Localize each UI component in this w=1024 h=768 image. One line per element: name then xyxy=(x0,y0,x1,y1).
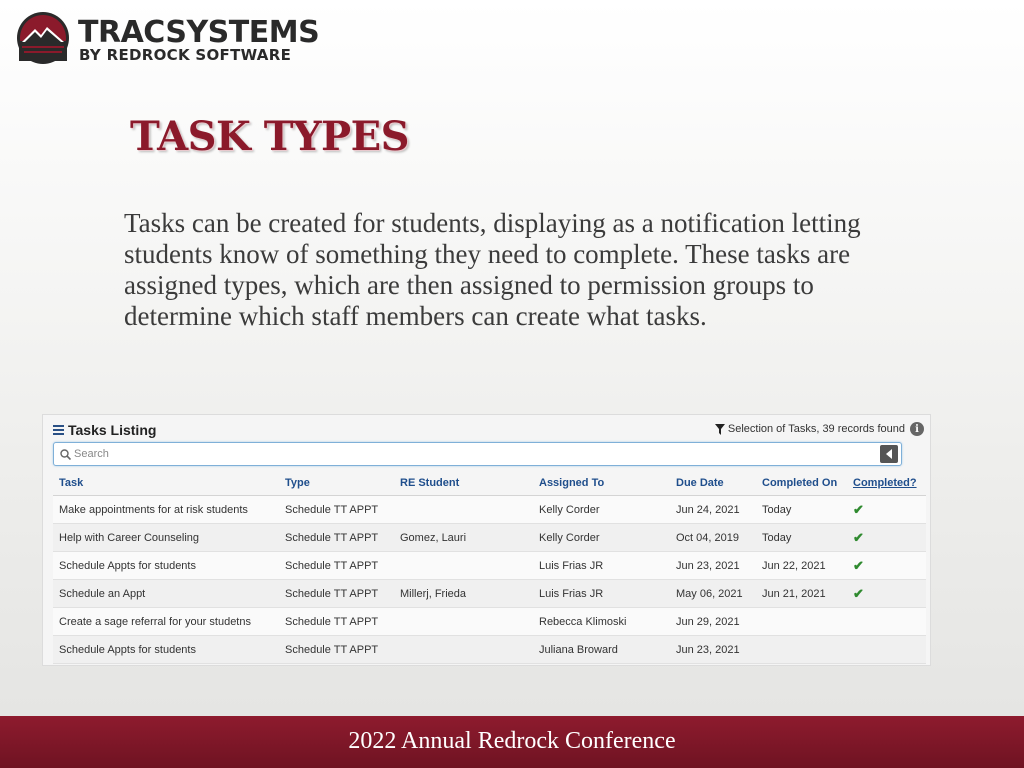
logo-brand-name: TRACSYSTEMS xyxy=(78,15,320,50)
cell-due-date: Jun 23, 2021 xyxy=(670,636,756,664)
cell-assigned-to: Rebecca Klimoski xyxy=(533,608,670,636)
cell-due-date: Jun 24, 2021 xyxy=(670,496,756,524)
cell-re-student: Gomez, Lauri xyxy=(394,524,533,552)
cell-completed xyxy=(847,580,926,608)
cell-type: Schedule TT APPT xyxy=(279,608,394,636)
selection-summary xyxy=(715,422,924,436)
table-row[interactable] xyxy=(53,524,926,552)
cell-re-student xyxy=(394,496,533,524)
cell-completed xyxy=(847,636,926,664)
cell-due-date: Jun 23, 2021 xyxy=(670,552,756,580)
table-row[interactable] xyxy=(53,608,926,636)
cell-completed xyxy=(847,608,926,636)
mountain-badge-icon xyxy=(16,11,70,65)
cell-assigned-to: Luis Frias JR xyxy=(533,552,670,580)
table-row[interactable] xyxy=(53,580,926,608)
checkmark-icon: ✔ xyxy=(853,501,864,517)
cell-assigned-to: Luis Frias JR xyxy=(533,580,670,608)
cell-completed-on xyxy=(756,608,847,636)
checkmark-icon: ✔ xyxy=(853,585,864,601)
cell-type: Schedule TT APPT xyxy=(279,496,394,524)
table-row[interactable] xyxy=(53,552,926,580)
slide-body-text: Tasks can be created for students, displaying as a notification letting students know of something they need to complete. These tasks are assigned types, which are then assigned to permission groups to determine which staff members can create what tasks. xyxy=(124,208,861,331)
cell-type: Schedule TT APPT xyxy=(279,552,394,580)
cell-completed-on: Today xyxy=(756,524,847,552)
cell-re-student xyxy=(394,552,533,580)
chevron-left-icon xyxy=(885,449,893,459)
cell-task: Schedule an Appt xyxy=(53,580,279,608)
filter-icon[interactable] xyxy=(715,424,725,435)
selection-text: Selection of Tasks, 39 records found xyxy=(727,423,905,435)
column-header-completed[interactable]: Completed? xyxy=(847,471,926,496)
logo-tagline: BY REDROCK SOFTWARE xyxy=(79,46,292,64)
search-input[interactable] xyxy=(74,444,854,464)
cell-task: Schedule Appts for students xyxy=(53,552,279,580)
search-box xyxy=(53,442,902,466)
info-icon[interactable]: i xyxy=(910,422,924,436)
tasks-table xyxy=(53,471,926,664)
cell-assigned-to: Kelly Corder xyxy=(533,496,670,524)
column-header-type[interactable]: Type xyxy=(279,471,394,496)
cell-completed-on: Jun 21, 2021 xyxy=(756,580,847,608)
column-header-completed-on[interactable]: Completed On xyxy=(756,471,847,496)
cell-completed-on: Today xyxy=(756,496,847,524)
hamburger-icon[interactable] xyxy=(53,425,64,434)
cell-assigned-to: Kelly Corder xyxy=(533,524,670,552)
tasks-listing-panel xyxy=(42,414,931,666)
cell-re-student xyxy=(394,608,533,636)
search-icon xyxy=(60,449,71,460)
column-header-task[interactable]: Task xyxy=(53,471,279,496)
cell-due-date: Oct 04, 2019 xyxy=(670,524,756,552)
cell-type: Schedule TT APPT xyxy=(279,636,394,664)
panel-header xyxy=(43,415,930,443)
column-header-re-student[interactable]: RE Student xyxy=(394,471,533,496)
cell-re-student: Millerj, Frieda xyxy=(394,580,533,608)
slide-title: TASK TYPES xyxy=(130,113,409,160)
footer-bar xyxy=(0,716,1024,768)
cell-task: Create a sage referral for your studetns xyxy=(53,608,279,636)
table-row[interactable] xyxy=(53,636,926,664)
cell-completed-on xyxy=(756,636,847,664)
column-header-due-date[interactable]: Due Date xyxy=(670,471,756,496)
checkmark-icon: ✔ xyxy=(853,557,864,573)
cell-due-date: May 06, 2021 xyxy=(670,580,756,608)
checkmark-icon: ✔ xyxy=(853,529,864,545)
cell-completed xyxy=(847,524,926,552)
cell-task: Make appointments for at risk students xyxy=(53,496,279,524)
cell-task: Help with Career Counseling xyxy=(53,524,279,552)
cell-assigned-to: Juliana Broward xyxy=(533,636,670,664)
cell-completed xyxy=(847,496,926,524)
cell-re-student xyxy=(394,636,533,664)
panel-title: Tasks Listing xyxy=(68,422,157,438)
footer-text: 2022 Annual Redrock Conference xyxy=(348,728,676,754)
table-header-row xyxy=(53,471,926,496)
cell-completed-on: Jun 22, 2021 xyxy=(756,552,847,580)
cell-task: Schedule Appts for students xyxy=(53,636,279,664)
column-header-assigned-to[interactable]: Assigned To xyxy=(533,471,670,496)
table-row[interactable] xyxy=(53,496,926,524)
cell-due-date: Jun 29, 2021 xyxy=(670,608,756,636)
cell-type: Schedule TT APPT xyxy=(279,580,394,608)
cell-type: Schedule TT APPT xyxy=(279,524,394,552)
collapse-panel-button[interactable] xyxy=(880,445,898,463)
cell-completed xyxy=(847,552,926,580)
tracsystems-logo xyxy=(16,11,320,67)
